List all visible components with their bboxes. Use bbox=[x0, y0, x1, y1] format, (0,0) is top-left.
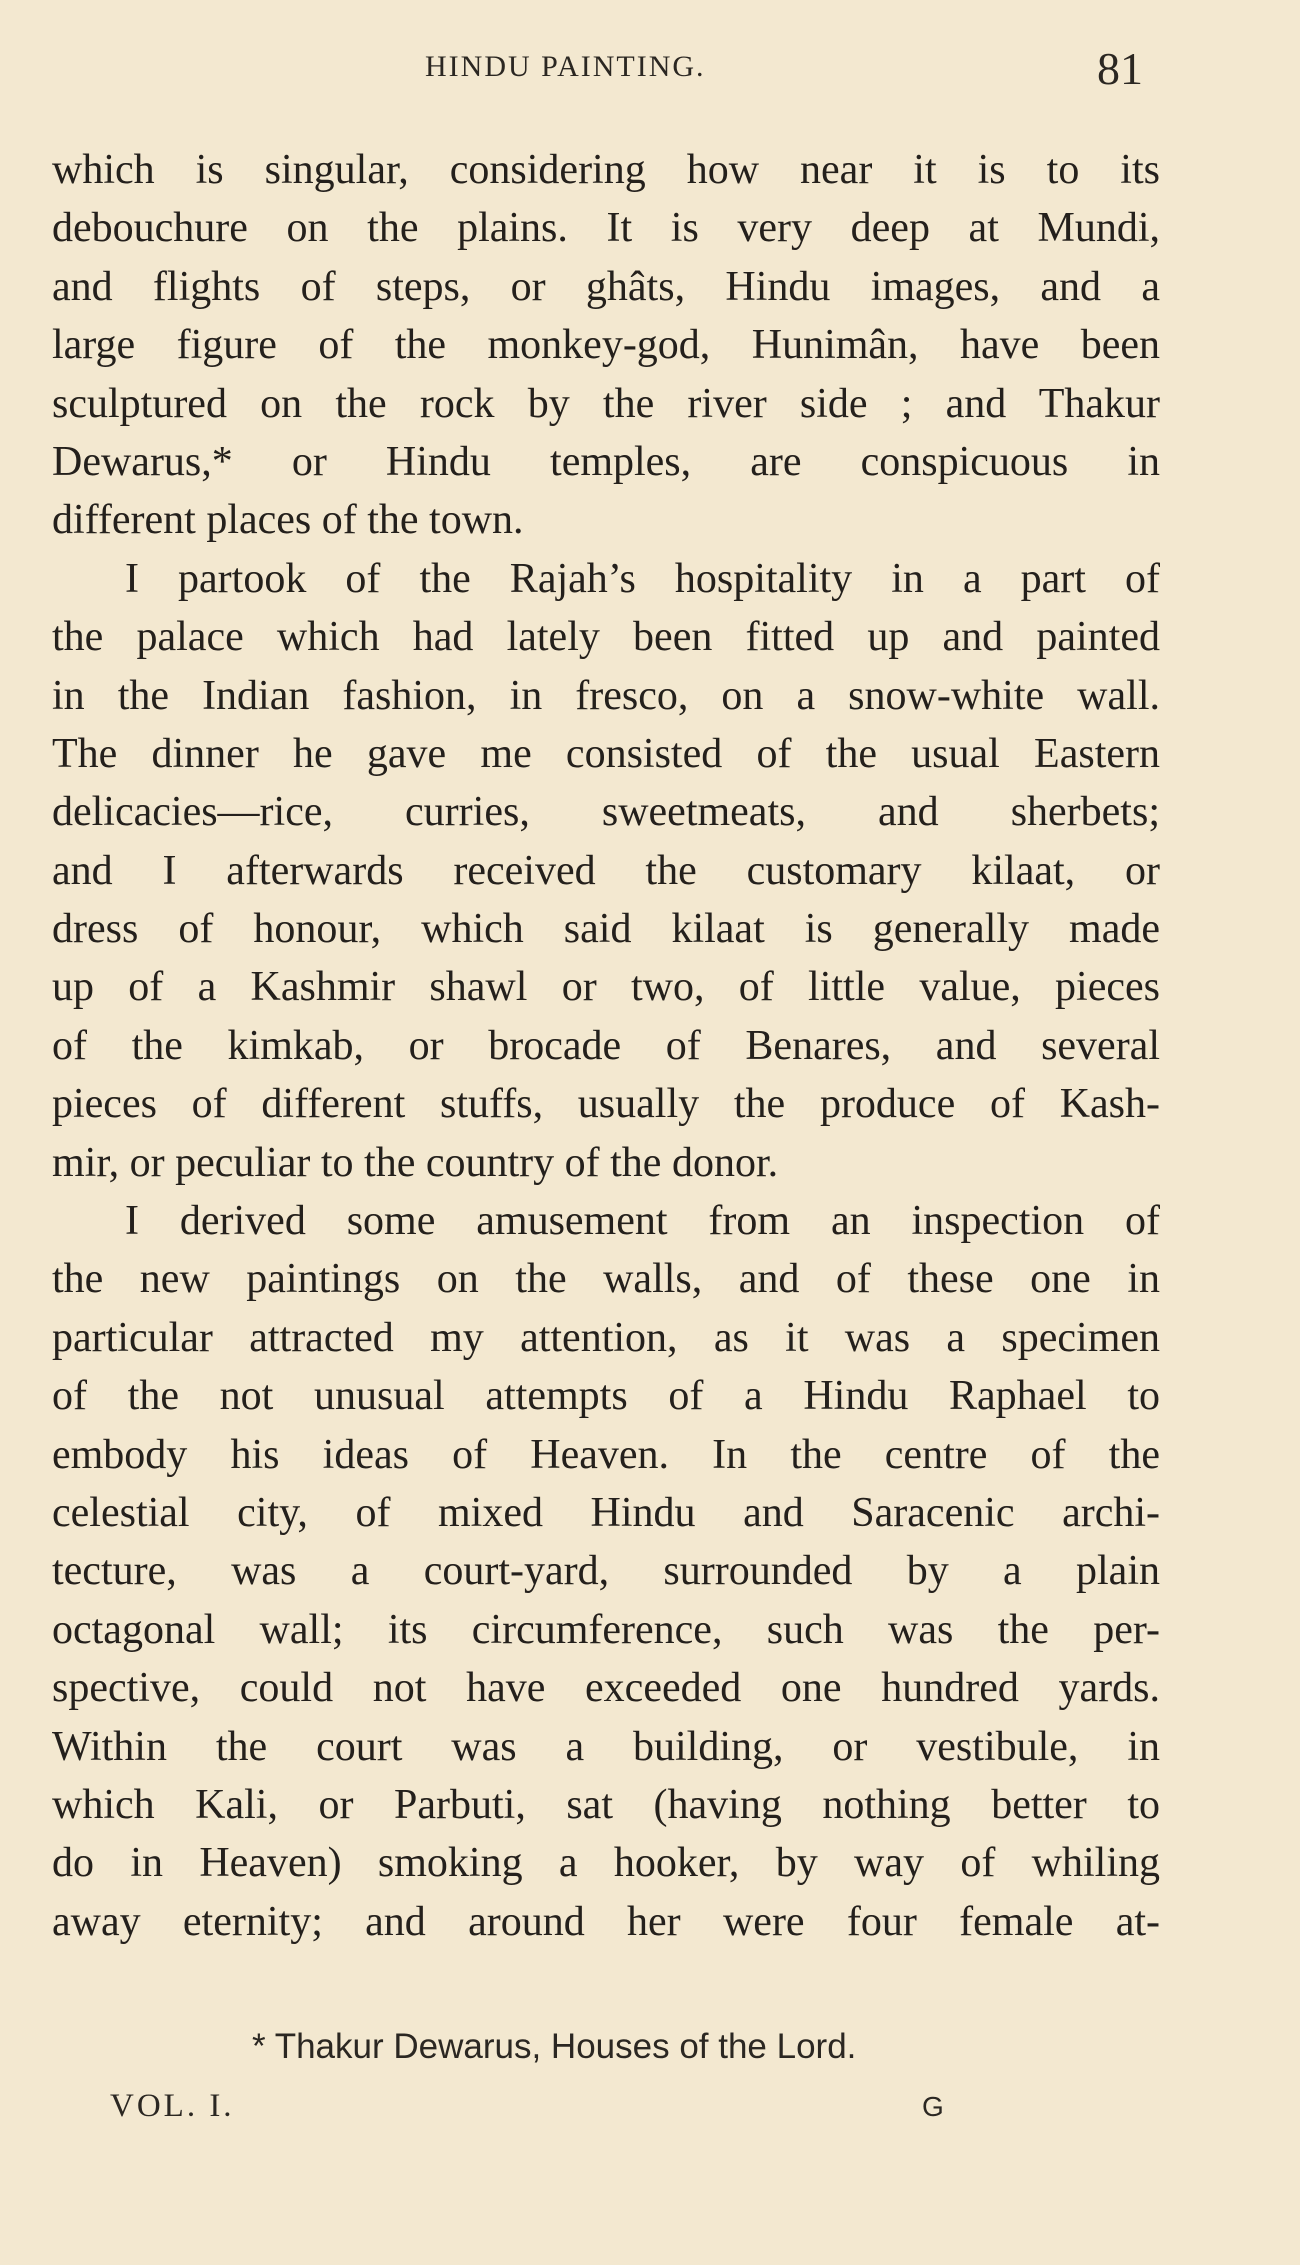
text-line: and flights of steps, or ghâts, Hindu images, and a bbox=[52, 263, 1160, 310]
volume-signature: VOL. I. bbox=[110, 2088, 235, 2124]
text-line: delicacies—rice, curries, sweetmeats, and sherbets; bbox=[52, 789, 1160, 836]
text-line: large figure of the monkey-god, Hunimân, have been bbox=[52, 322, 1160, 369]
text-line: I partook of the Rajah’s hospitality in a part of bbox=[125, 555, 1160, 602]
text-line: I derived some amusement from an inspection of bbox=[125, 1198, 1160, 1245]
text-line: octagonal wall; its circumference, such was the per- bbox=[52, 1606, 1160, 1653]
text-line: embody his ideas of Heaven. In the centre of the bbox=[52, 1431, 1160, 1478]
footnote: * Thakur Dewarus, Houses of the Lord. bbox=[252, 2027, 857, 2066]
text-line: Dewarus,* or Hindu temples, are conspicuous in bbox=[52, 438, 1160, 485]
text-line: the new paintings on the walls, and of these one in bbox=[52, 1256, 1160, 1303]
text-line: in the Indian fashion, in fresco, on a snow-white wall. bbox=[52, 672, 1160, 719]
text-line: different places of the town. bbox=[52, 497, 524, 544]
text-line: dress of honour, which said kilaat is generally made bbox=[52, 906, 1160, 953]
text-line: away eternity; and around her were four female at- bbox=[52, 1898, 1160, 1945]
gathering-mark: G bbox=[922, 2091, 944, 2122]
running-title: HINDU PAINTING. bbox=[425, 50, 706, 83]
text-line: which is singular, considering how near it is to its bbox=[52, 147, 1160, 193]
text-line: do in Heaven) smoking a hooker, by way of whiling bbox=[52, 1840, 1160, 1887]
text-line: pieces of different stuffs, usually the produce of Kash- bbox=[52, 1081, 1160, 1128]
text-line: up of a Kashmir shawl or two, of little value, pieces bbox=[52, 964, 1160, 1011]
page-number: 81 bbox=[1097, 43, 1143, 94]
text-line: sculptured on the rock by the river side ; and Thakur bbox=[52, 380, 1160, 427]
text-line: particular attracted my attention, as it was a specimen bbox=[52, 1314, 1160, 1361]
text-line: The dinner he gave me consisted of the usual Eastern bbox=[52, 730, 1160, 777]
text-line: of the not unusual attempts of a Hindu Raphael to bbox=[52, 1373, 1160, 1420]
text-line: which Kali, or Parbuti, sat (having nothing better to bbox=[52, 1781, 1160, 1828]
text-line: the palace which had lately been fitted up and painted bbox=[52, 614, 1160, 661]
text-line: mir, or peculiar to the country of the donor. bbox=[52, 1139, 779, 1186]
text-line: Within the court was a building, or vestibule, in bbox=[52, 1723, 1160, 1770]
text-line: spective, could not have exceeded one hundred yards. bbox=[52, 1665, 1160, 1712]
text-line: tecture, was a court-yard, surrounded by a plain bbox=[52, 1548, 1160, 1595]
text-line: celestial city, of mixed Hindu and Saracenic archi- bbox=[52, 1489, 1160, 1536]
text-line: of the kimkab, or brocade of Benares, and several bbox=[52, 1022, 1160, 1069]
body-text bbox=[52, 141, 1160, 1951]
text-line: debouchure on the plains. It is very deep at Mundi, bbox=[52, 205, 1160, 252]
text-line: and I afterwards received the customary kilaat, or bbox=[52, 847, 1160, 894]
